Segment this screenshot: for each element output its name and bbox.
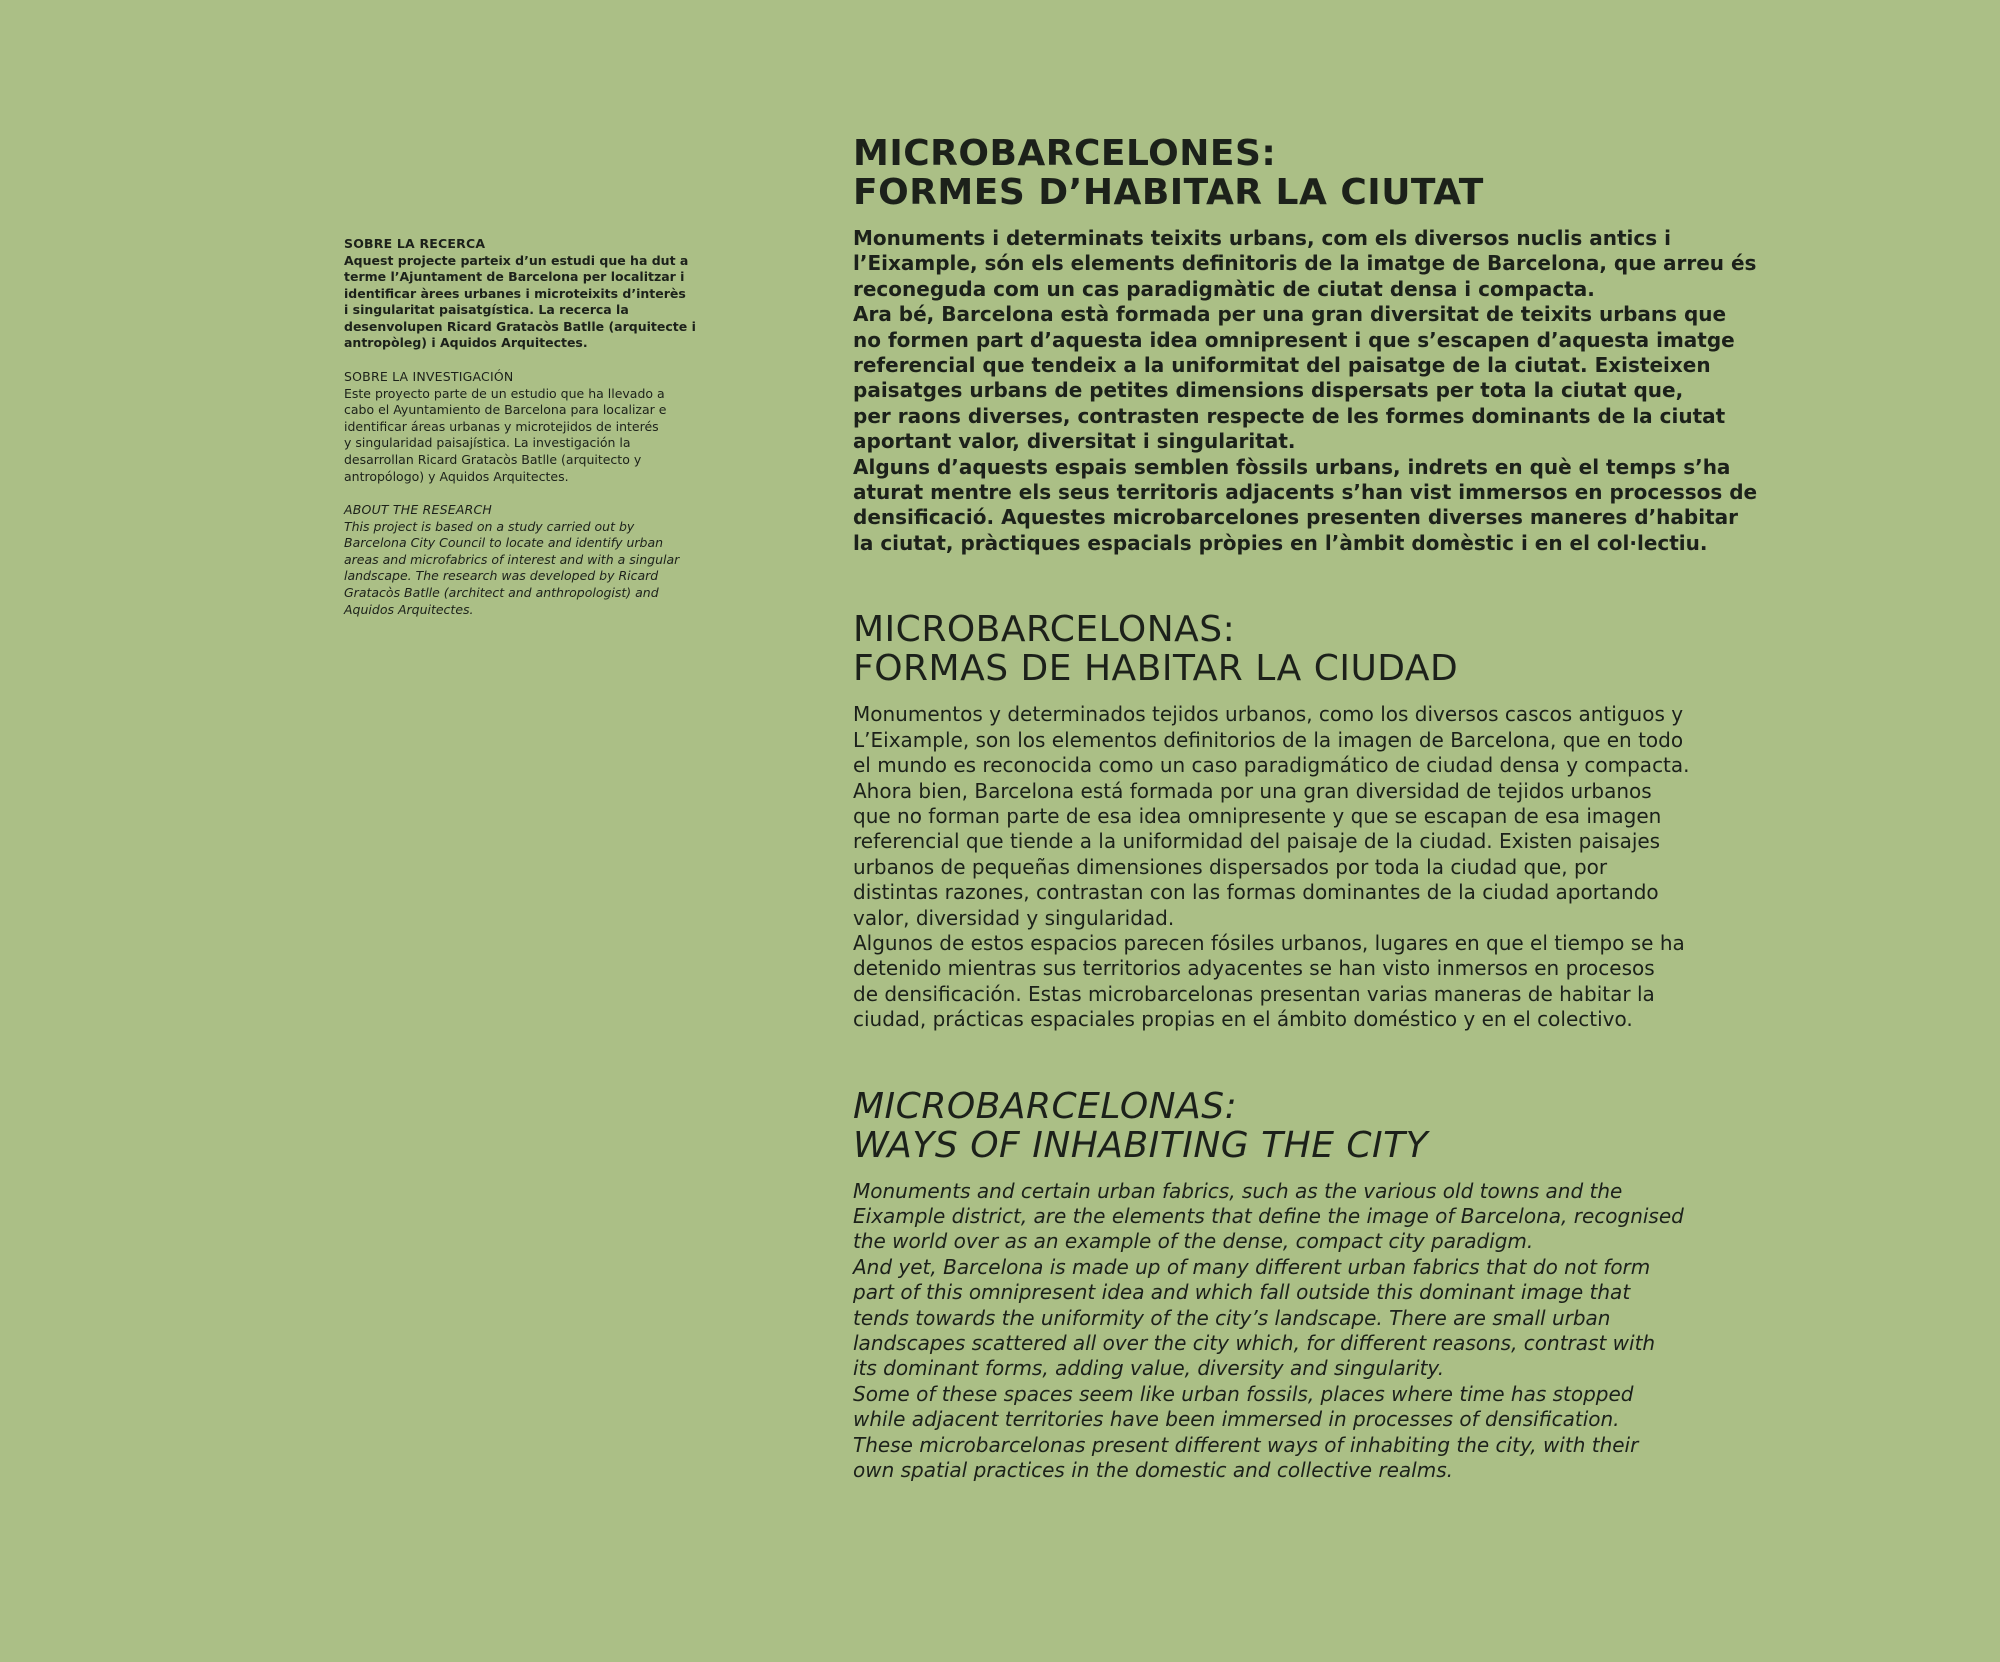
sidebar-text-catalan: Aquest projecte parteix d’un estudi que ha dut a terme l’Ajuntament de Barcelona per localitzar i identificar àrees urbanes i microteixits d’interès i singularitat paisatgística. La recerca la desenvolupen Ricard Gratacòs Batlle (arquitecte i antropòleg) i Aquidos Arquitectes. [344,252,696,351]
section-title-spanish: MICROBARCELONAS: FORMAS DE HABITAR LA CIUDAD [853,609,1459,690]
sidebar-block-english [344,502,754,618]
section-title-english: MICROBARCELONAS: WAYS OF INHABITING THE CITY [853,1085,1429,1166]
sidebar-heading-catalan: SOBRE LA RECERCA [344,236,486,251]
sidebar-heading-english: ABOUT THE RESEARCH [344,502,493,518]
sidebar-text-spanish: Este proyecto parte de un estudio que ha llevado a cabo el Ayuntamiento de Barcelona para localizar e identificar áreas urbanas y microtejidos de interés y singularidad paisajística. La investigación la desarrollan Ricard Gratacòs Batlle (arquitecto y antropólogo) y Aquidos Arquitectes. [344,385,667,484]
section-spanish [853,610,1973,1032]
sidebar-text-english: This project is based on a study carried out by Barcelona City Council to locate and identify urban areas and microfabrics of interest and with a singular landscape. The research was developed by Ricard Gratacòs Batlle (architect and anthropologist) and Aquidos Arquitectes. [344,518,680,617]
section-title-catalan: MICROBARCELONES: FORMES D’HABITAR LA CIUTAT [853,133,1484,213]
section-body-catalan: Monuments i determinats teixits urbans, com els diversos nuclis antics i l’Eixample, són els elements definitoris de la imatge de Barcelona, que arreu és reconeguda com un cas paradigmàtic de ciutat densa i compacta. Ara bé, Barcelona està formada per una gran diversitat de teixits urbans que no formen part d’aquesta idea omnipresent i que s’escapen d’aquesta imatge referencial que tendeix a la uniformitat del paisatge de la ciutat. Existeixen paisatges urbans de petites dimensions dispersats per tota la ciutat que, per raons diverses, contrasten respecte de les formes dominants de la ciutat aportant valor, diversitat i singularitat. Alguns d’aquests espais semblen fòssils urbans, indrets en què el temps s’ha aturat mentre els seus territoris adjacents s’han vist immersos en processos de densificació. Aquestes microbarcelones presenten diverses maneres d’habitar la ciutat, pràctiques espacials pròpies en l’àmbit domèstic i en el col·lectiu. [853,226,1758,555]
section-body-english: Monuments and certain urban fabrics, such as the various old towns and the Eixample district, are the elements that define the image of Barcelona, recognised the world over as an example of the dense, compact city paradigm. And yet, Barcelona is made up of many different urban fabrics that do not form part of this omnipresent idea and which fall outside this dominant image that tends towards the uniformity of the city’s landscape. There are small urban landscapes scattered all over the city which, for different reasons, contrast with its dominant forms, adding value, diversity and singularity. Some of these spaces seem like urban fossils, places where time has stopped while adjacent territories have been immersed in processes of densification. These microbarcelonas present different ways of inhabiting the city, with their own spatial practices in the domestic and collective realms. [853,1178,1684,1483]
sidebar-block-catalan [344,236,754,352]
sidebar-research-notes [344,236,754,635]
main-content [853,134,1973,1537]
sidebar-block-spanish [344,369,754,485]
section-body-spanish: Monumentos y determinados tejidos urbanos, como los diversos cascos antiguos y L’Eixample, son los elementos definitorios de la imagen de Barcelona, que en todo el mundo es reconocida como un caso paradigmático de ciudad densa y compacta. Ahora bien, Barcelona está formada por una gran diversidad de tejidos urbanos que no forman parte de esa idea omnipresente y que se escapan de esa imagen referencial que tiende a la uniformidad del paisaje de la ciudad. Existen paisajes urbanos de pequeñas dimensiones dispersados por toda la ciudad que, por distintas razones, contrastan con las formas dominantes de la ciudad aportando valor, diversidad y singularidad. Algunos de estos espacios parecen fósiles urbanos, lugares en que el tiempo se ha detenido mientras sus territorios adyacentes se han visto inmersos en procesos de densificación. Estas microbarcelonas presentan varias maneras de habitar la ciudad, prácticas espaciales propias en el ámbito doméstico y en el colectivo. [853,702,1690,1032]
section-english [853,1087,1973,1484]
sidebar-heading-spanish: SOBRE LA INVESTIGACIÓN [344,369,514,385]
section-catalan [853,134,1973,556]
